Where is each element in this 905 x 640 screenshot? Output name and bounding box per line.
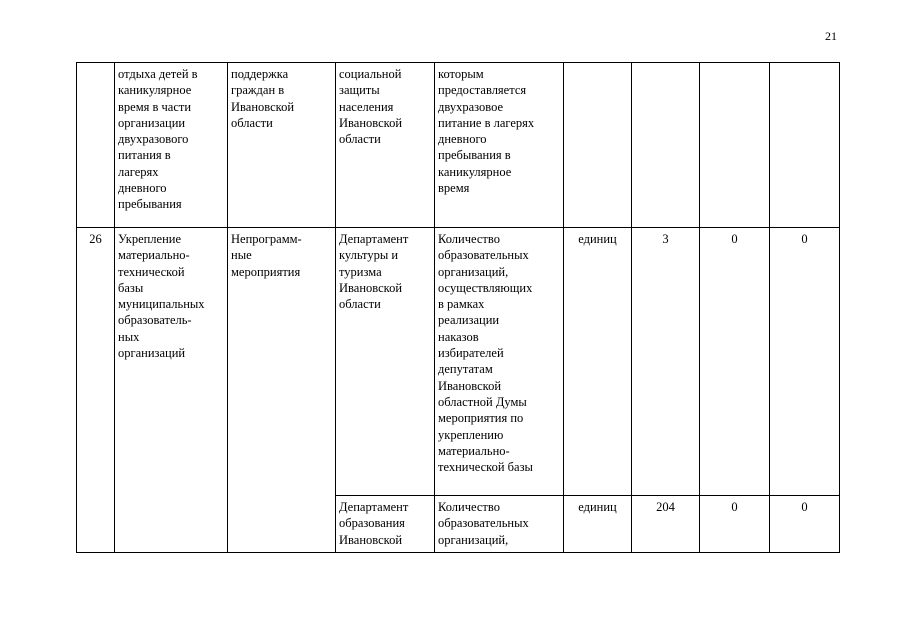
indicator-cell: Количество образовательных организаций,: [435, 496, 564, 553]
value-cell-3: 0: [770, 228, 840, 496]
row-number-cell: [77, 63, 115, 228]
executor-cell: социальной защиты населения Ивановской области: [336, 63, 435, 228]
indicator-cell: которым предоставляется двухразовое питание в лагерях дневного пребывания в каникулярное время: [435, 63, 564, 228]
value-cell-2: [700, 63, 770, 228]
value-cell-3: [770, 63, 840, 228]
value-cell-2: 0: [700, 496, 770, 553]
value-cell-3: 0: [770, 496, 840, 553]
table-row: [77, 228, 840, 496]
indicator-cell: Количество образовательных организаций, осуществляющих в рамках реализации наказов избирателей депутатам Ивановской областной Думы мероприятия по укреплению материально- технической базы: [435, 228, 564, 496]
unit-cell: единиц: [564, 228, 632, 496]
executor-cell: Департамент культуры и туризма Ивановской области: [336, 228, 435, 496]
program-cell: поддержка граждан в Ивановской области: [228, 63, 336, 228]
unit-cell: единиц: [564, 496, 632, 553]
table-row: [77, 63, 840, 228]
event-name-cell: отдыха детей в каникулярное время в части организации двухразового питания в лагерях дневного пребывания: [115, 63, 228, 228]
value-cell-1: 3: [632, 228, 700, 496]
value-cell-2: 0: [700, 228, 770, 496]
value-cell-1: 204: [632, 496, 700, 553]
event-name-cell: Укрепление материально- технической базы муниципальных образователь- ных организаций: [115, 228, 228, 553]
program-cell: Непрограмм- ные мероприятия: [228, 228, 336, 553]
executor-cell: Департамент образования Ивановской: [336, 496, 435, 553]
row-number-cell: 26: [77, 228, 115, 553]
value-cell-1: [632, 63, 700, 228]
program-table: [76, 62, 840, 553]
page-number: 21: [825, 29, 837, 43]
unit-cell: [564, 63, 632, 228]
